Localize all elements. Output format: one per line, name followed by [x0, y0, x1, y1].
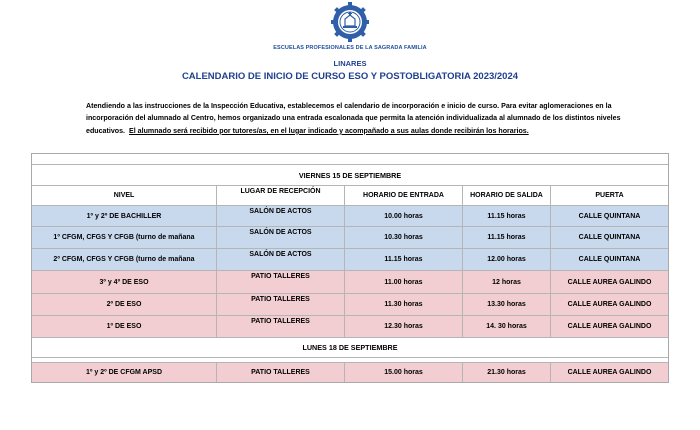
- cell-salida: 14. 30 horas: [462, 316, 550, 337]
- cell-puerta: CALLE AUREA GALINDO: [550, 316, 668, 337]
- day-header-friday: VIERNES 15 DE SEPTIEMBRE: [32, 165, 668, 186]
- cell-nivel: 2º CFGM, CFGS Y CFGB (turno de mañana: [53, 256, 195, 263]
- city-label: LINARES: [333, 59, 367, 68]
- table-row: [32, 316, 668, 338]
- cell-puerta: CALLE QUINTANA: [550, 206, 668, 226]
- cell-lugar: SALÓN DE ACTOS: [216, 249, 344, 270]
- cell-puerta: CALLE AUREA GALINDO: [550, 294, 668, 315]
- schedule-table: [31, 153, 669, 383]
- table-header-row: [32, 186, 668, 206]
- cell-salida: 11.15 horas: [462, 206, 550, 226]
- cell-lugar: SALÓN DE ACTOS: [216, 227, 344, 248]
- cell-entrada: 11.15 horas: [344, 249, 462, 270]
- cell-salida: 12 horas: [462, 271, 550, 293]
- cell-nivel: 2º DE ESO: [106, 301, 142, 308]
- table-spacer: [32, 154, 668, 165]
- cell-lugar: PATIO TALLERES: [216, 271, 344, 293]
- header-entrada: HORARIO DE ENTRADA: [344, 186, 462, 205]
- cell-nivel: 1º DE ESO: [106, 323, 142, 330]
- cell-entrada: 10.00 horas: [344, 206, 462, 226]
- cell-entrada: 11.00 horas: [344, 271, 462, 293]
- cell-lugar: PATIO TALLERES: [216, 363, 344, 382]
- table-row: [32, 206, 668, 227]
- cell-salida: 21.30 horas: [462, 363, 550, 382]
- cell-entrada: 11.30 horas: [344, 294, 462, 315]
- intro-paragraph: [86, 100, 646, 137]
- intro-text: Atendiendo a las instrucciones de la Inspección Educativa, establecemos el calendario de incorporación e inicio de curso. Para evitar aglomeraciones en la incorporación del alumnado al Centro, hemos organizado una entrada escalonada que permita la atención individualizada al alumnado de los distintos niveles educativos.: [86, 102, 621, 135]
- table-row: [32, 294, 668, 316]
- cell-lugar: PATIO TALLERES: [216, 294, 344, 315]
- header-salida: HORARIO DE SALIDA: [462, 186, 550, 205]
- org-name: ESCUELAS PROFESIONALES DE LA SAGRADA FAMILIA: [273, 45, 427, 51]
- day-header-monday: LUNES 18 DE SEPTIEMBRE: [32, 338, 668, 358]
- cell-salida: 12.00 horas: [462, 249, 550, 270]
- cell-puerta: CALLE QUINTANA: [550, 249, 668, 270]
- cell-salida: 13.30 horas: [462, 294, 550, 315]
- table-row: [32, 227, 668, 249]
- cell-puerta: CALLE QUINTANA: [550, 227, 668, 248]
- header-lugar: LUGAR DE RECEPCIÓN: [216, 186, 344, 205]
- header-nivel: NIVEL: [113, 192, 135, 199]
- page-title: CALENDARIO DE INICIO DE CURSO ESO Y POSTOBLIGATORIA 2023/2024: [181, 71, 519, 82]
- cell-puerta: CALLE AUREA GALINDO: [550, 363, 668, 382]
- cell-nivel: 1º y 2º DE CFGM APSD: [85, 369, 163, 376]
- cell-puerta: CALLE AUREA GALINDO: [550, 271, 668, 293]
- cell-lugar: SALÓN DE ACTOS: [216, 206, 344, 226]
- table-row: [32, 249, 668, 271]
- table-row: [32, 271, 668, 294]
- intro-underlined-text: El alumnado será recibido por tutores/as, en el lugar indicado y acompañado a sus aulas donde recibirán los horarios.: [128, 126, 529, 135]
- cell-salida: 11.15 horas: [462, 227, 550, 248]
- school-logo: [327, 2, 373, 44]
- cell-lugar: PATIO TALLERES: [216, 316, 344, 337]
- cell-nivel: 3º y 4º DE ESO: [99, 278, 149, 286]
- cell-entrada: 12.30 horas: [344, 316, 462, 337]
- cell-nivel: 1º y 2º DE BACHILLER: [86, 212, 162, 220]
- cell-entrada: 15.00 horas: [344, 363, 462, 382]
- cell-entrada: 10.30 horas: [344, 227, 462, 248]
- table-row: [32, 363, 668, 382]
- cell-nivel: 1º CFGM, CFGS Y CFGB (turno de mañana: [53, 234, 195, 241]
- header-puerta: PUERTA: [550, 186, 668, 205]
